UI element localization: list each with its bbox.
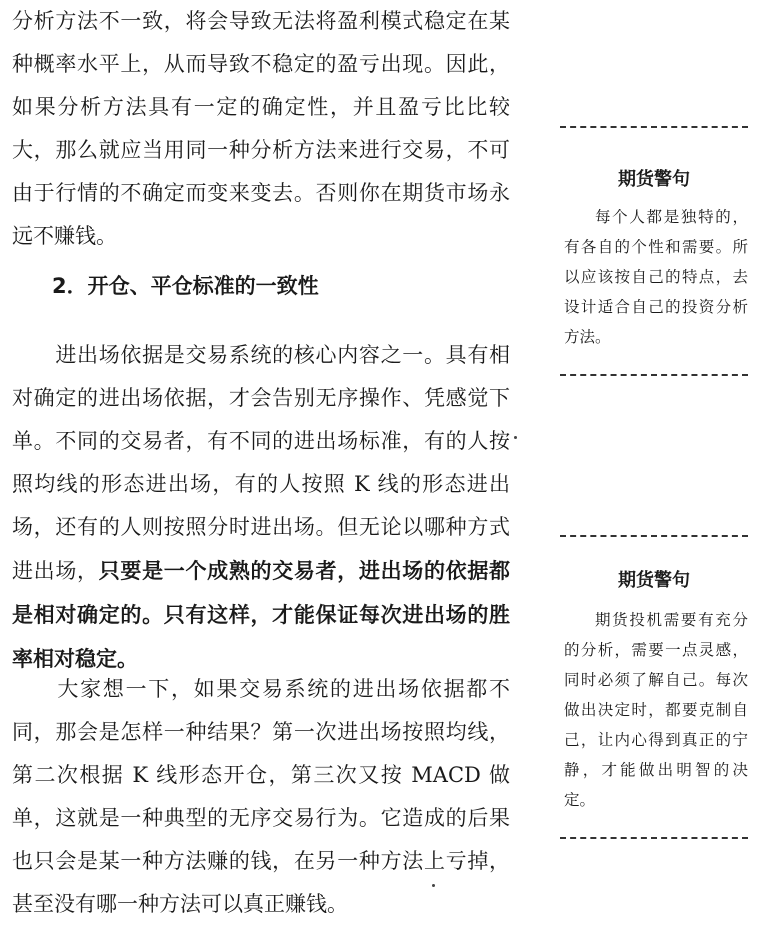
paragraph-entry-exit-bold-text: 只要是一个成熟的交易者，进出场的依据都是相对确定的。只有这样，才能保证每次进出场的胜率相对稳定。 [12,558,511,671]
scan-speck [432,884,435,887]
paragraph-entry-exit-normal-text: 进出场依据是交易系统的核心内容之一。具有相对确定的进出场依据，才会告别无序操作、凭感觉下单。不同的交易者，有不同的进出场标准，有的人按照均线的形态进出场，有的人按照 K 线的形态进出场，还有的人则按照分时进出场。但无论以哪种方式进出场， [12,343,510,583]
quote-box-body: 期货投机需要有充分的分析，需要一点灵感，同时必须了解自己。每次做出决定时，都要克制自己，让内心得到真正的宁静，才能做出明智的决定。 [564,611,748,809]
paragraph-disorderly-trading: 大家想一下，如果交易系统的进出场依据都不同，那会是怎样一种结果？第一次进出场按照均线，第二次根据 K 线形态开仓，第三次又按 MACD 做单，这就是一种典型的无序交易行为。它造成的后果也只会是某一种方法赚的钱，在另一种方法上亏掉，甚至没有哪一种方法可以真正赚钱。 [12,677,510,916]
dashed-divider [560,126,748,128]
sidebar-quote-box-1 [560,126,748,376]
sidebar-quote-box-2 [560,535,748,839]
paragraph-entry-exit-basis [12,334,510,681]
quote-box-body: 每个人都是独特的，有各自的个性和需要。所以应该按自己的特点，去设计适合自己的投资分析方法。 [564,208,748,346]
quote-box-title: 期货警句 [618,169,690,190]
quote-box-title: 期货警句 [618,570,690,591]
dashed-divider [560,837,748,839]
dashed-divider [560,374,748,376]
section-heading: 2．开仓、平仓标准的一致性 [52,274,319,298]
paragraph-consistency-intro: 分析方法不一致，将会导致无法将盈利模式稳定在某种概率水平上，从而导致不稳定的盈亏出现。因此，如果分析方法具有一定的确定性，并且盈亏比比较大，那么就应当用同一种分析方法来进行交易，不可由于行情的不确定而变来变去。否则你在期货市场永远不赚钱。 [12,9,510,248]
dashed-divider [560,535,748,537]
scan-speck [514,436,517,439]
